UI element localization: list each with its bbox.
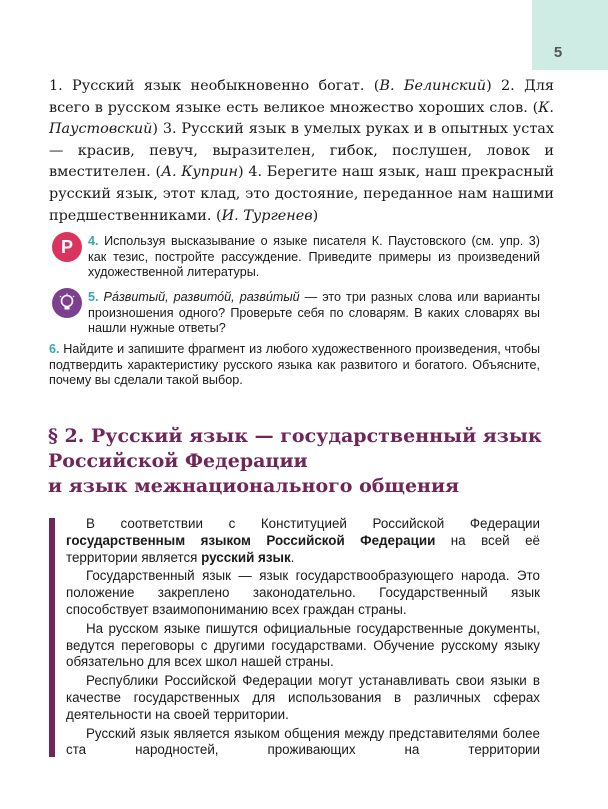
section-body [66, 516, 540, 761]
quote-1-author: В. Белинский [379, 78, 487, 94]
exercise-6 [49, 342, 540, 389]
body-p1-text: В соответствии с Конституцией Российской Федерации [86, 516, 540, 531]
quote-3-author: А. Куприн [161, 164, 238, 181]
exercise-5 [88, 290, 540, 337]
body-paragraph-2: Государственный язык — язык государствообразующего народа. Это положение закреплено законодательно. Государственный язык способствует взаимопониманию всех граждан страны. [66, 568, 540, 617]
section-title [48, 424, 568, 499]
quote-1-close: ) [486, 78, 492, 94]
rule-side-bar [49, 518, 55, 757]
quote-1-text: 1. Русский язык необыкновенно богат. ( [49, 78, 380, 94]
quotes-paragraph [49, 76, 554, 227]
body-p1-bold-term: государственным языком Российской Федерации [66, 532, 436, 548]
section-title-line-1: § 2. Русский язык — государственный язык [48, 425, 542, 447]
body-p1-text-2: на всей её территории является [66, 532, 540, 565]
exercise-4-number: 4. [88, 234, 99, 248]
quotes-block [49, 76, 554, 227]
speech-development-icon [52, 232, 82, 262]
exercise-5-text: — это три разных слова или варианты произношения одного? Проверьте себя по словарям. В каких словарях вы нашли нужные ответы? [88, 290, 541, 336]
section-title-line-2: Российской Федерации [48, 450, 308, 472]
page-number: 5 [553, 44, 563, 61]
quote-4-author: И. Тургенев [221, 207, 313, 224]
quote-2-author: К. Паустовский [49, 99, 554, 138]
body-p1-period: . [290, 549, 295, 565]
body-paragraph-3: На русском языке пишутся официальные государственные документы, ведутся переговоры с другими государствами. Обучение русскому языку обязательно для всех школ нашей страны. [66, 620, 540, 670]
exercise-6-text: Найдите и запишите фрагмент из любого художественного произведения, чтобы подтвердить характеристику русского языка как развитого и богатого. Объясните, почему вы сделали такой выбор. [49, 342, 540, 388]
speech-development-letter: Р [60, 236, 73, 257]
exercise-4-text: Используя высказывание о языке писателя К. Паустовского (см. упр. 3) как тезис, постройте рассуждение. Приведите примеры из произведений художественной литературы. [88, 234, 541, 280]
quote-3-text: ) 3. Русский язык в умелых руках и в опытных устах — красив, певуч, выразителен, гибок, послушен, ловок и вместителен. ( [49, 121, 554, 181]
exercise-6-number: 6. [49, 342, 60, 356]
body-p1-bold-russian: русский язык [201, 549, 291, 565]
exercise-4 [88, 234, 540, 281]
body-paragraph-5: Русский язык является языком общения между представителями более ста народностей, проживающих на территории [66, 725, 540, 758]
quote-4-text: ) 4. Берегите наш язык, наш прекрасный русский язык, этот клад, это достояние, переданное нам нашими предшественниками. ( [49, 164, 554, 224]
body-paragraph-4: Республики Российской Федерации могут устанавливать свои языки в качестве государственных для использования в различных сферах деятельности на своей территории. [66, 673, 540, 722]
quote-4-close: ) [312, 207, 319, 224]
section-title-line-3: и язык межнационального общения [48, 475, 460, 497]
exercise-5-number: 5. [88, 290, 99, 304]
body-paragraph-1 [66, 516, 540, 566]
quote-2-text: 2. Для всего в русском языке есть великое множество хороших слов. ( [49, 78, 554, 116]
exercise-5-words: Ра́звитый, развито́й, разви́тый [103, 290, 300, 304]
lightbulb-icon [52, 288, 82, 318]
